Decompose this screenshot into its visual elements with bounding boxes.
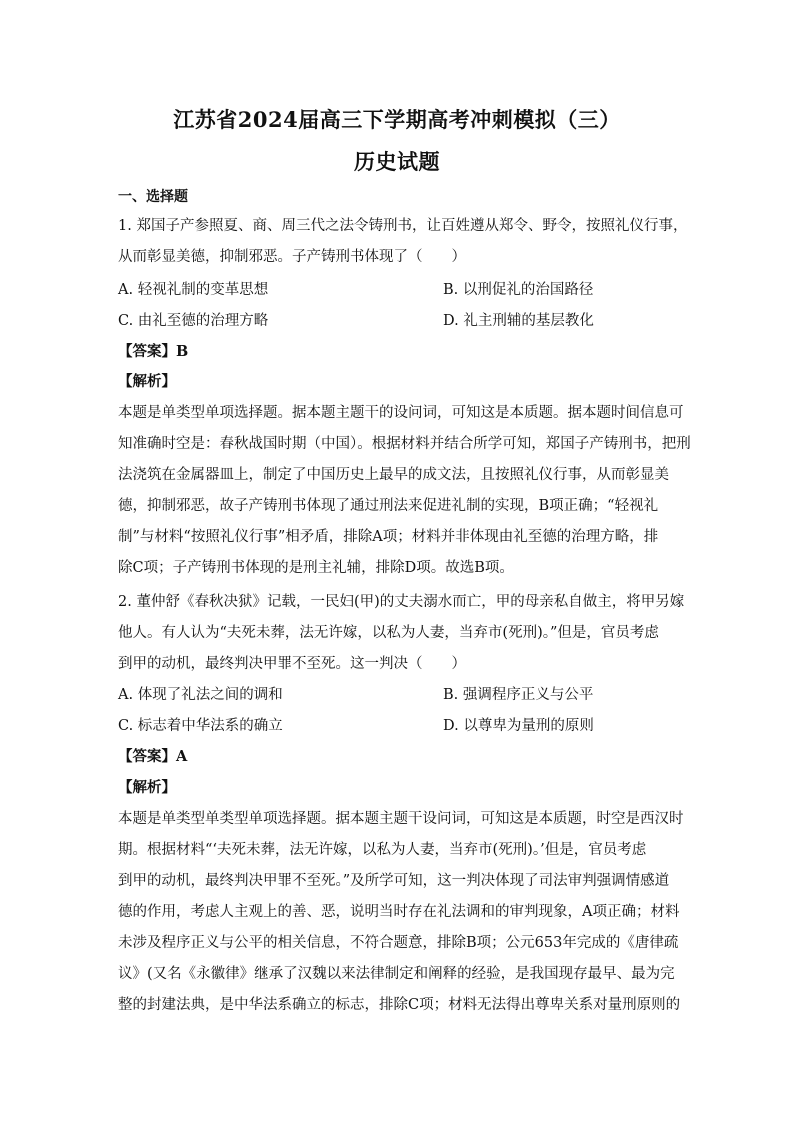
q2-option-a: A. 体现了礼法之间的调和 [118, 687, 283, 703]
q1-analysis-line: 法浇筑在金属器皿上，制定了中国历史上最早的成文法，且按照礼仪行事，从而彰显美 [118, 467, 669, 483]
q2-answer: 【答案】A [118, 748, 188, 765]
q1-option-c: C. 由礼至德的治理方略 [118, 313, 269, 329]
q1-analysis-line: 除C项；子产铸刑书体现的是刑主礼辅，排除D项。故选B项。 [118, 560, 514, 576]
q1-analysis-line: 本题是单类型单项选择题。据本题主题干的设问词，可知这是本质题。据本题时间信息可 [118, 405, 684, 421]
q2-analysis-label: 【解析】 [118, 779, 176, 796]
q1-option-b: B. 以刑促礼的治国路径 [443, 282, 594, 298]
q2-analysis-line: 到甲的动机，最终判决甲罪不至死。”及所学可知，这一判决体现了司法审判强调情感道 [118, 873, 670, 889]
q2-option-d: D. 以尊卑为量刑的原则 [443, 718, 594, 734]
q1-analysis-label: 【解析】 [118, 373, 176, 390]
q2-option-c: C. 标志着中华法系的确立 [118, 718, 283, 734]
q2-analysis-line: 未涉及程序正义与公平的相关信息，不符合题意，排除B项；公元653年完成的《唐律疏 [118, 935, 679, 951]
q2-option-b: B. 强调程序正义与公平 [443, 687, 594, 703]
q1-analysis-line: 德，抑制邪恶，故子产铸刑书体现了通过刑法来促进礼制的实现，B项正确；“轻视礼 [118, 498, 659, 514]
document-subtitle: 历史试题 [354, 149, 440, 174]
q2-analysis-line: 议》(又名《永徽律》继承了汉魏以来法律制定和阐释的经验，是我国现存最早、最为完 [118, 966, 675, 982]
q1-option-d: D. 礼主刑辅的基层教化 [443, 313, 594, 329]
document-title: 江苏省2024届高三下学期高考冲刺模拟（三） [173, 107, 621, 132]
q2-stem-line: 2. 董仲舒《春秋决狱》记载，一民妇(甲)的丈夫溺水而亡，甲的母亲私自做主，将甲另嫁 [118, 594, 685, 610]
q1-analysis-line: 制”与材料“按照礼仪行事”相矛盾，排除A项；材料并非体现由礼至德的治理方略，排 [118, 529, 659, 545]
q1-option-a: A. 轻视礼制的变革思想 [118, 282, 269, 298]
q2-stem-line: 他人。有人认为“夫死未葬，法无许嫁，以私为人妻，当弃市(死刑)。”但是，官员考虑 [118, 625, 659, 641]
q2-stem-line: 到甲的动机，最终判决甲罪不至死。这一判决（ ） [118, 656, 466, 672]
q2-analysis-line: 德的作用，考虑人主观上的善、恶，说明当时存在礼法调和的审判现象，A项正确；材料 [118, 904, 680, 920]
section-heading: 一、选择题 [118, 189, 188, 205]
q2-analysis-line: 期。根据材料“‘夫死未葬，法无许嫁，以私为人妻，当弃市(死刑)。’但是，官员考虑 [118, 842, 647, 858]
q1-stem-line: 从而彰显美德，抑制邪恶。子产铸刑书体现了（ ） [118, 249, 466, 265]
q1-stem-line: 1. 郑国子产参照夏、商、周三代之法令铸刑书，让百姓遵从郑令、野令，按照礼仪行事， [118, 218, 688, 234]
q1-analysis-line: 知准确时空是：春秋战国时期（中国）。根据材料并结合所学可知，郑国子产铸刑书，把刑 [118, 436, 691, 452]
q1-answer: 【答案】B [118, 343, 189, 360]
q2-analysis-line: 本题是单类型单类型单项选择题。据本题主题干设问词，可知这是本质题，时空是西汉时 [118, 811, 684, 827]
q2-analysis-line: 整的封建法典，是中华法系确立的标志，排除C项；材料无法得出尊卑关系对量刑原则的 [118, 997, 681, 1013]
